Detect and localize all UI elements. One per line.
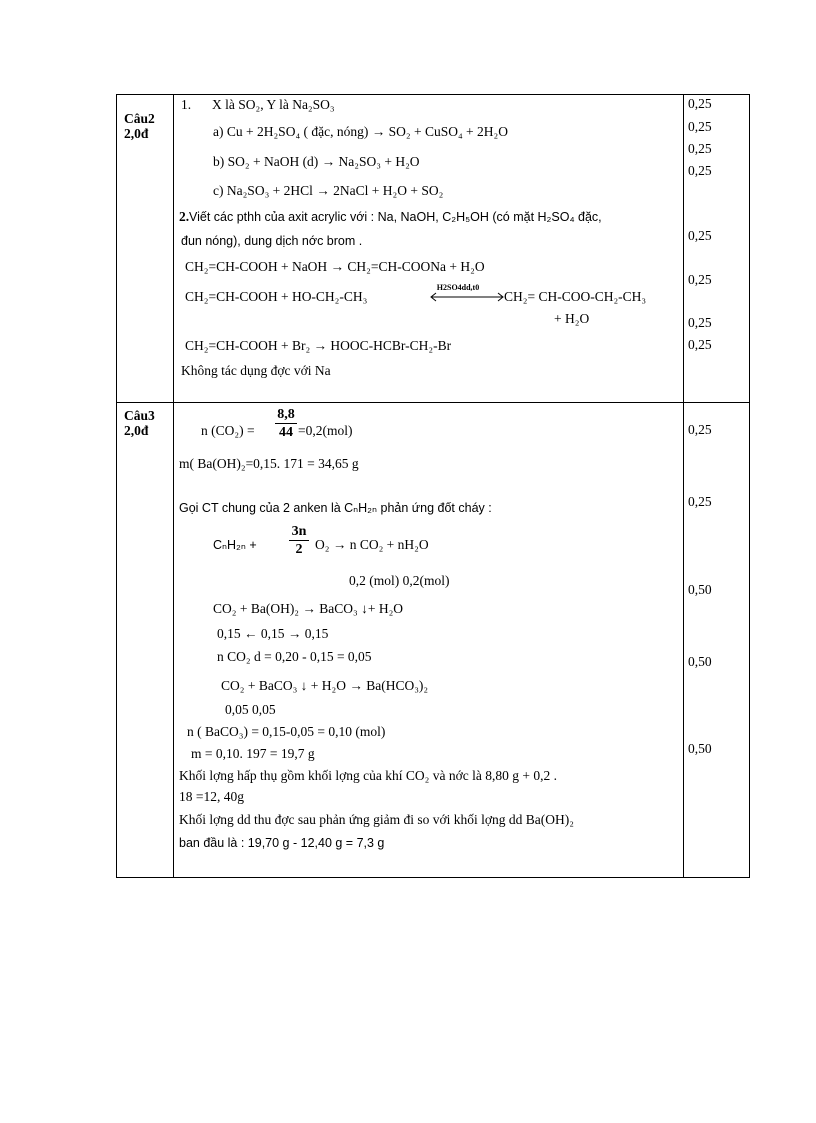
question-2-points: 2,0đ bbox=[124, 126, 149, 141]
mass-baoh2: m( Ba(OH)₂=0,15. 171 = 34,65 g bbox=[179, 456, 359, 471]
score: 0,25 bbox=[688, 315, 712, 330]
mol-co2-value: =0,2(mol) bbox=[298, 423, 353, 438]
equation-co2-baco3: CO₂ + BaCO₃ ↓ + H₂O → Ba(HCO₃)₂ bbox=[221, 678, 429, 693]
column-divider-right bbox=[683, 95, 684, 877]
equation-2-moles: 0,05 0,05 bbox=[225, 702, 276, 717]
reaction-condition: H2SO4dd,t0 bbox=[436, 283, 480, 292]
equation-naoh: CH₂=CH-COOH + NaOH → CH₂=CH-COONa + H₂O bbox=[185, 259, 485, 274]
general-formula-note: Gọi CT chung của 2 anken là CₙH₂ₙ phản ứng đốt cháy : bbox=[179, 501, 492, 515]
question-3-label: Câu3 bbox=[124, 408, 155, 423]
fraction-denominator: 44 bbox=[279, 425, 293, 440]
answer-table bbox=[116, 94, 750, 878]
fraction-denominator: 2 bbox=[295, 542, 303, 557]
equation-b: b) SO₂ + NaOH (d) → Na₂SO₃ + H₂O bbox=[213, 154, 420, 169]
score: 0,25 bbox=[688, 337, 712, 352]
equation-a: a) Cu + 2H₂SO₄ ( đặc, nóng) → SO₂ + CuSO₄ + 2H₂O bbox=[213, 124, 508, 139]
mol-baco3: n ( BaCO₃) = 0,15-0,05 = 0,10 (mol) bbox=[187, 724, 386, 739]
mass-precipitate: m = 0,10. 197 = 19,7 g bbox=[191, 746, 315, 761]
score: 0,50 bbox=[688, 654, 712, 669]
absorbed-mass-line-1: Khối lợng hấp thụ gồm khối lợng của khí CO₂ và nớc là 8,80 g + 0,2 . bbox=[179, 768, 557, 783]
mol-co2-label: n (CO₂) = bbox=[201, 423, 255, 438]
part-1-heading: X là SO₂, Y là Na₂SO₃ bbox=[212, 97, 335, 112]
question-3-points: 2,0đ bbox=[124, 423, 149, 438]
reversible-arrow-icon bbox=[429, 292, 505, 302]
score: 0,25 bbox=[688, 494, 712, 509]
combustion-right: O₂ → n CO₂ + nH₂O bbox=[315, 537, 429, 552]
absorbed-mass-line-2: 18 =12, 40g bbox=[179, 789, 244, 804]
equation-bromine: CH₂=CH-COOH + Br₂ → HOOC-HCBr-CH₂-Br bbox=[185, 338, 452, 353]
column-divider-left bbox=[173, 95, 174, 877]
part-2-text-line-2: đun nóng), dung dịch nớc brom . bbox=[181, 234, 363, 248]
row-divider bbox=[117, 402, 749, 403]
fraction-oxygen bbox=[289, 523, 309, 559]
final-result-line-2: ban đầu là : 19,70 g - 12,40 g = 7,3 g bbox=[179, 836, 385, 850]
part-1-number: 1. bbox=[181, 97, 192, 112]
equation-ester-left: CH₂=CH-COOH + HO-CH₂-CH₃ bbox=[185, 289, 368, 304]
question-2-label: Câu2 bbox=[124, 111, 155, 126]
equation-c: c) Na₂SO₃ + 2HCl → 2NaCl + H₂O + SO₂ bbox=[213, 183, 444, 198]
fraction-numerator: 3n bbox=[289, 523, 309, 541]
excess-co2: n CO₂ d = 0,20 - 0,15 = 0,05 bbox=[217, 649, 372, 664]
score: 0,25 bbox=[688, 141, 712, 156]
score: 0,25 bbox=[688, 228, 712, 243]
score: 0,25 bbox=[688, 119, 712, 134]
score: 0,25 bbox=[688, 422, 712, 437]
fraction-numerator: 8,8 bbox=[275, 406, 297, 424]
mole-line: 0,2 (mol) 0,2(mol) bbox=[349, 573, 450, 588]
final-result-line-1: Khối lợng dd thu đợc sau phản ứng giảm đi so với khối lợng dd Ba(OH)₂ bbox=[179, 812, 574, 827]
score: 0,25 bbox=[688, 96, 712, 111]
equation-ester-water: + H₂O bbox=[554, 311, 590, 326]
combustion-left: CₙH₂ₙ + bbox=[213, 538, 257, 552]
equation-ester-right: CH₂= CH-COO-CH₂-CH₃ bbox=[504, 289, 647, 304]
equation-1-moles: 0,15 ← 0,15 → 0,15 bbox=[217, 626, 329, 641]
part-2-number: 2. bbox=[179, 209, 190, 224]
score: 0,25 bbox=[688, 163, 712, 178]
fraction-mol-co2 bbox=[275, 406, 297, 442]
part-2-text-line-1: Viết các pthh của axit acrylic với : Na, NaOH, C₂H₅OH (có mặt H₂SO₄ đặc, bbox=[189, 210, 602, 224]
score: 0,25 bbox=[688, 272, 712, 287]
no-reaction-note: Không tác dụng đợc với Na bbox=[181, 363, 331, 378]
score: 0,50 bbox=[688, 741, 712, 756]
equation-co2-baoh2: CO₂ + Ba(OH)₂ → BaCO₃ ↓+ H₂O bbox=[213, 601, 404, 616]
score: 0,50 bbox=[688, 582, 712, 597]
